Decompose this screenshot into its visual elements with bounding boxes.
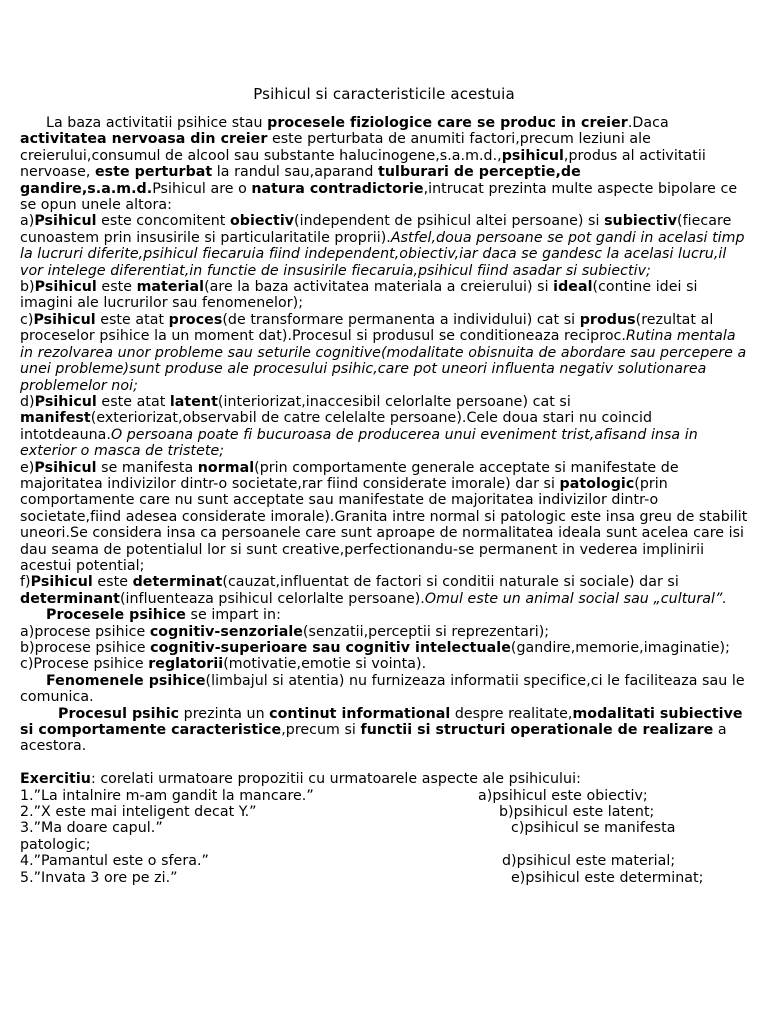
exercise-statement: 5.”Invata 3 ore pe zi.” xyxy=(20,869,178,886)
exercise-row xyxy=(20,853,750,869)
procese-heading xyxy=(20,607,750,623)
bold-term: manifest xyxy=(20,410,91,427)
bold-term: Psihicul xyxy=(30,574,93,591)
item-c-paragraph xyxy=(20,312,750,394)
exercise-row xyxy=(20,804,750,820)
text-run: este perturbata de anumiti factori,precum leziuni ale creierului,consumul de alcool sau substante halucinogene,s.a.m.d., xyxy=(20,131,651,164)
text-run: (prin comportamente generale acceptate si manifestate de majoritatea indivizilor dintr-o societate,rar fiind considerate imorale) dar si xyxy=(20,459,679,492)
bold-term: material xyxy=(136,279,205,296)
text-run: La baza activitatii psihice stau xyxy=(46,115,268,131)
exercise-option: c)psihicul se manifesta xyxy=(511,820,676,837)
text-run: este atat xyxy=(95,311,169,328)
text-run: (motivatie,emotie si vointa). xyxy=(223,656,427,673)
bold-term: Psihicul xyxy=(33,311,96,328)
document-body xyxy=(20,115,750,886)
text-run: (influenteaza psihicul celorlalte persoane). xyxy=(119,590,425,607)
text-run: este concomitent xyxy=(96,213,230,230)
italic-example: Rutina mentala in rezolvarea unor probleme sau seturile cognitive(modalitate obisnuita de abordare sau percepere a unei probleme)sunt produse ale procesului psihic,care pot uneori influenta negativ solutionarea problemelor noi; xyxy=(20,328,747,394)
item-marker: e) xyxy=(20,459,35,476)
text-run: se impart in: xyxy=(185,607,281,624)
bold-term: determinant xyxy=(20,590,120,607)
bold-term: ideal xyxy=(553,279,593,296)
procese-list-item-c xyxy=(20,656,750,672)
bold-term: determinat xyxy=(132,574,223,591)
exercise-statement: 2.”X este mai inteligent decat Y.” xyxy=(20,804,257,821)
fenomene-paragraph xyxy=(20,673,750,706)
text-run: : corelati urmatoare propozitii cu urmatoarele aspecte ale psihicului: xyxy=(90,771,581,788)
text-run: (interiorizat,inaccesibil celorlalte persoane) cat si xyxy=(217,393,571,410)
item-marker: b) xyxy=(20,279,35,296)
text-run: (de transformare permanenta a individului) cat si xyxy=(222,311,580,328)
bold-term: cognitiv-superioare sau cognitiv intelectuale xyxy=(150,640,511,656)
bold-term: produs xyxy=(579,311,636,328)
italic-example: Omul este un animal social sau „cultural”. xyxy=(424,590,727,607)
page-title: Psihicul si caracteristicile acestuia xyxy=(253,85,515,103)
exercise-row xyxy=(20,820,750,836)
text-run: este xyxy=(96,279,137,296)
exercise-label: Exercitiu xyxy=(20,771,91,788)
exercise-row xyxy=(20,837,750,853)
text-run: (are la baza activitatea materiala a creierului) si xyxy=(204,279,554,296)
exercise-option: b)psihicul este latent; xyxy=(499,804,655,821)
procese-list-item-b xyxy=(20,640,750,656)
bold-term: tulburari de perceptie,de gandire,s.a.m.d. xyxy=(20,164,581,197)
text-run: ,intrucat prezinta multe aspecte bipolare ce se opun unele altora: xyxy=(20,180,738,214)
exercise-row xyxy=(20,870,750,886)
bold-term: continut informational xyxy=(269,705,451,722)
bold-term: Psihicul xyxy=(34,393,97,410)
text-run: (exteriorizat,observabil de catre celelalte persoane).Cele doua stari nu coincid intotdeauna. xyxy=(20,410,653,443)
italic-example: Astfel,doua persoane se pot gandi in acelasi timp la lucruri diferite,psihicul fiecaruia fiind independent,obiectiv,iar daca se gandesc la acelasi lucru,il vor intelege diferentiat,in functie de insusirile fiecaruia,psihicul fiind asadar si subiectiv; xyxy=(20,229,745,279)
text-run: (senzatii,perceptii si reprezentari); xyxy=(302,623,550,640)
proces-psihic-paragraph xyxy=(20,706,750,755)
text-run: b)procese psihice xyxy=(20,640,151,656)
text-run: (rezultat al proceselor psihice la un moment dat).Procesul si produsul se conditioneaza reciproc. xyxy=(20,311,714,345)
exercise-option: e)psihicul este determinat; xyxy=(511,869,704,886)
bold-term: natura contradictorie xyxy=(251,180,424,197)
text-run: (prin comportamente care nu sunt acceptate sau manifestate de majoritatea indivizilor dintr-o societate,fiind adesea considerate imorale).Granita intre normal si patologic este insa greu de stabilit uneori.Se considera insa ca persoanele care sunt aproape de normalitatea ideala sunt acelea care isi dau seama de potentialul lor si sunt creative,perfectionandu-se permanent in vederea implinirii acestui potential; xyxy=(20,475,748,574)
exercise-statement: patologic; xyxy=(20,836,91,853)
item-marker: c) xyxy=(20,311,34,328)
exercise-statement: 3.”Ma doare capul.” xyxy=(20,820,163,837)
bold-term: procesele fiziologice care se produc in creier xyxy=(267,115,628,131)
exercise-statement: 1.”La intalnire m-am gandit la mancare.” xyxy=(20,787,314,804)
italic-example: O persoana poate fi bucuroasa de producerea unui eveniment trist,afisand insa in exterior o masca de tristete; xyxy=(20,426,698,460)
item-marker: f) xyxy=(20,574,31,591)
text-run: (cauzat,influentat de factori si conditii naturale si sociale) dar si xyxy=(222,574,679,591)
text-run: se manifesta xyxy=(96,459,198,476)
bold-term: normal xyxy=(197,459,255,476)
blank-line xyxy=(20,755,750,771)
item-f-paragraph xyxy=(20,574,750,607)
bold-term: Procesele psihice xyxy=(46,607,186,624)
bold-term: obiectiv xyxy=(229,213,295,230)
item-a-paragraph xyxy=(20,213,750,279)
bold-term: activitatea nervoasa din creier xyxy=(20,131,268,148)
bold-term: cognitiv-senzoriale xyxy=(149,623,303,640)
item-b-paragraph xyxy=(20,279,750,312)
bold-term: functii si structuri operationale de realizare xyxy=(360,722,714,739)
bold-term: Psihicul xyxy=(34,279,97,296)
text-run: prezinta un xyxy=(179,705,270,722)
bold-term: latent xyxy=(169,393,218,410)
item-marker: a) xyxy=(20,213,35,230)
text-run: .Daca xyxy=(627,115,669,131)
bold-term: Fenomenele psihice xyxy=(46,672,206,689)
item-d-paragraph xyxy=(20,394,750,460)
bold-term: Psihicul xyxy=(34,459,97,476)
text-run: (limbajul si atentia) nu furnizeaza informatii specifice,ci le faciliteaza sau le comunica. xyxy=(20,672,745,706)
text-run: (independent de psihicul altei persoane) si xyxy=(294,213,605,230)
text-run: (gandire,memorie,imaginatie); xyxy=(510,640,730,656)
procese-list-item-a xyxy=(20,624,750,640)
exercise-row xyxy=(20,788,750,804)
exercise-instruction xyxy=(20,771,750,787)
bold-term: este perturbat xyxy=(94,164,213,181)
text-run: despre realitate, xyxy=(450,705,573,722)
text-run: ,precum si xyxy=(281,722,361,739)
bold-term: reglatorii xyxy=(148,656,224,673)
text-run: Psihicul are o xyxy=(152,180,252,197)
text-run: c)Procese psihice xyxy=(20,656,149,673)
text-run: (contine idei si imagini ale lucrurilor sau fenomenelor); xyxy=(20,279,698,312)
text-run: ,produs al activitatii nervoase, xyxy=(20,147,706,181)
bold-term: psihicul xyxy=(501,147,564,164)
intro-paragraph xyxy=(20,115,750,213)
bold-term: subiectiv xyxy=(604,213,678,230)
item-marker: d) xyxy=(20,393,35,410)
exercise-option: a)psihicul este obiectiv; xyxy=(478,787,648,804)
item-e-paragraph xyxy=(20,460,750,575)
bold-term: proces xyxy=(168,311,223,328)
text-run: a acestora. xyxy=(20,722,727,755)
exercise-statement: 4.”Pamantul este o sfera.” xyxy=(20,853,209,870)
bold-term: modalitati subiective si comportamente caracteristice xyxy=(20,705,743,739)
text-run: este xyxy=(92,574,133,591)
bold-term: Psihicul xyxy=(34,213,97,230)
text-run: la randul sau,aparand xyxy=(212,164,379,181)
exercise-option: d)psihicul este material; xyxy=(502,853,676,870)
text-run: (fiecare cunoastem prin insusirile si particularitatile proprii). xyxy=(20,213,732,246)
bold-term: Procesul psihic xyxy=(58,705,180,722)
bold-term: patologic xyxy=(559,475,635,492)
text-run: este atat xyxy=(96,393,170,410)
text-run: a)procese psihice xyxy=(20,623,150,640)
